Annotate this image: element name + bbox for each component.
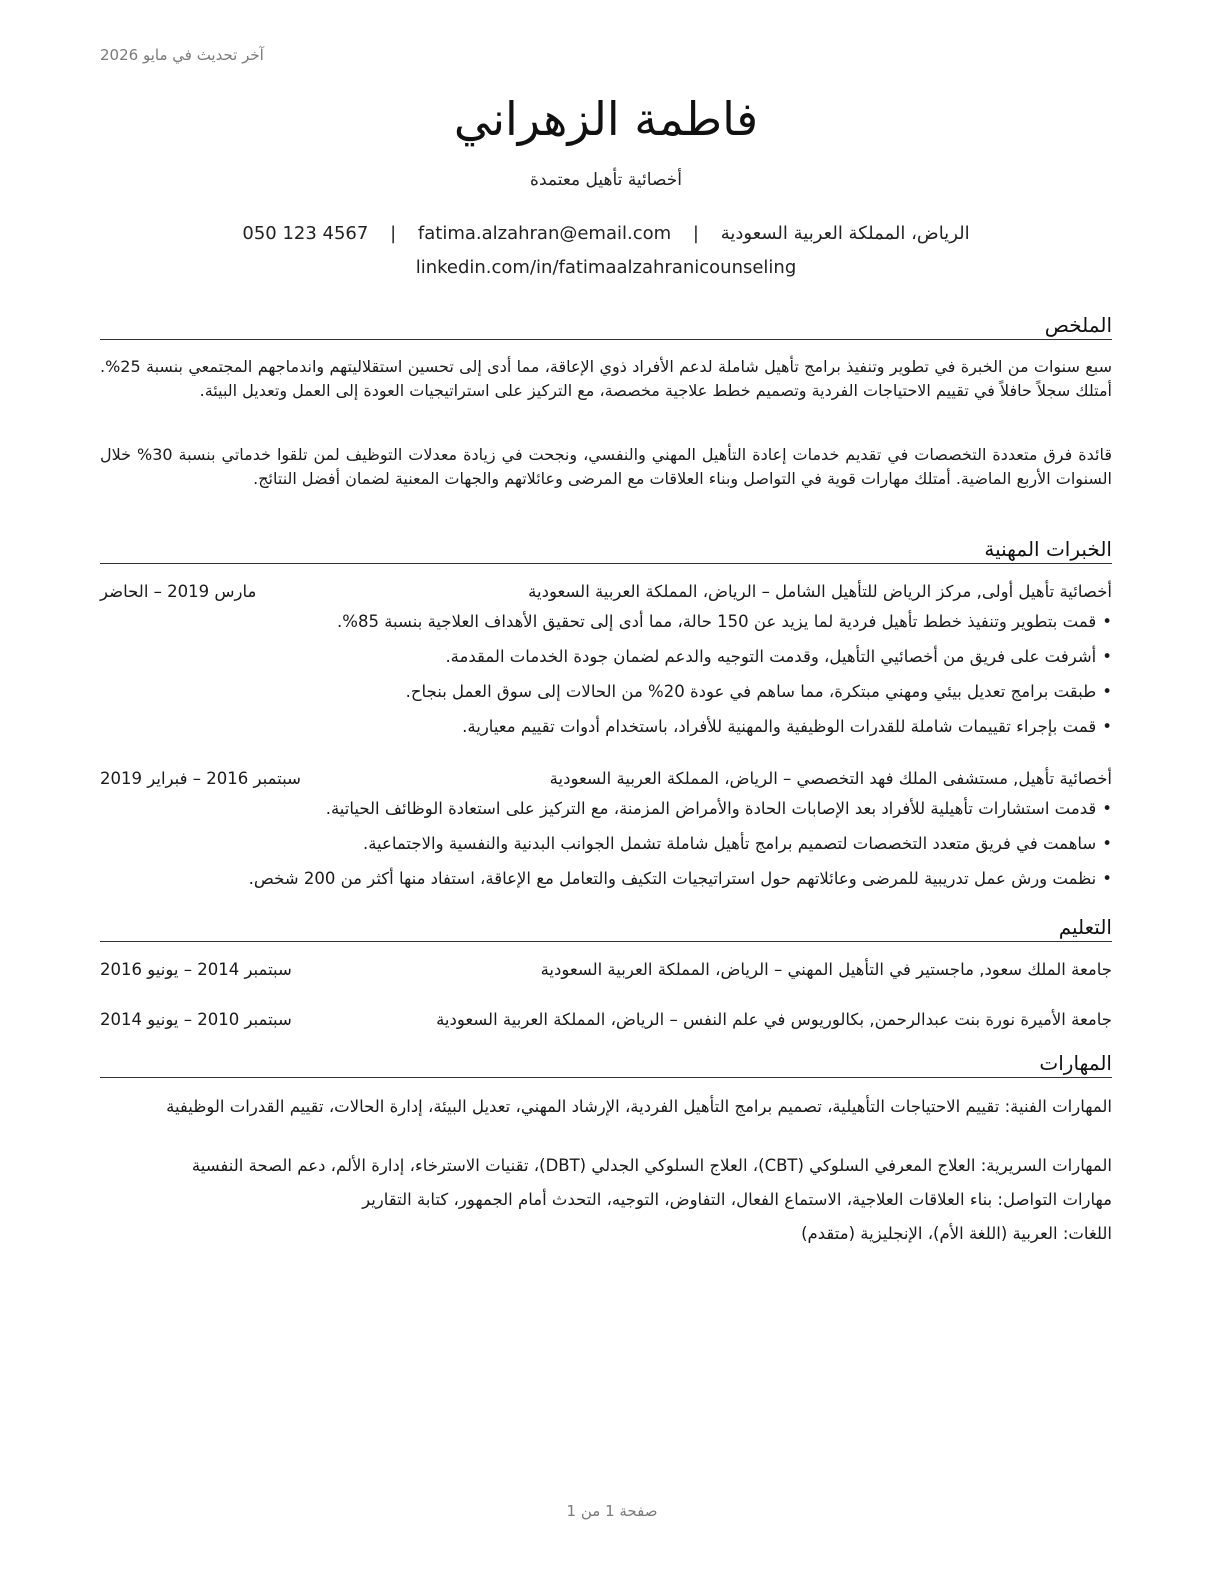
skills-clinical: المهارات السريرية: العلاج المعرفي السلوكي (CBT)، العلاج السلوكي الجدلي (DBT)، تقنيات الاسترخاء، إدارة الألم، دعم الصحة النفسية xyxy=(191,1156,1112,1175)
bullet-icon: • xyxy=(1102,834,1112,853)
summary-paragraph: قائدة فرق متعددة التخصصات في تقديم خدمات إعادة التأهيل المهني والنفسي، ونجحت في زيادة معدلات التوظيف لمن تلقوا خدماتي بنسبة 30% خلال السنوات الأربع الماضية. أمتلك مهارات قوية في التواصل وبناء العلاقات مع المرضى وعائلاتهم والجهات المعنية لضمان أفضل النتائج. xyxy=(100,445,1112,488)
contact-separator: | xyxy=(390,223,397,244)
skills-languages: اللغات: العربية (اللغة الأم)، الإنجليزية (متقدم) xyxy=(801,1224,1112,1243)
page-number: صفحة 1 من 1 xyxy=(566,1502,658,1520)
skills-technical: المهارات الفنية: تقييم الاحتياجات التأهيلية، تصميم برامج التأهيل الفردية، الإرشاد المهني، تعديل البيئة، إدارة الحالات، تقييم القدرات الوظيفية xyxy=(166,1097,1112,1116)
job-bullets xyxy=(100,610,1112,750)
education-degree: جامعة الملك سعود, ماجستير في التأهيل المهني – الرياض، المملكة العربية السعودية xyxy=(540,960,1112,979)
bullet-icon: • xyxy=(1102,717,1112,736)
contact-line xyxy=(100,223,1112,244)
experience-heading: الخبرات المهنية xyxy=(100,536,1112,564)
job-dates: سبتمبر 2016 – فبراير 2019 xyxy=(100,769,301,788)
skills-heading: المهارات xyxy=(100,1050,1112,1078)
last-updated-note: آخر تحديث في مايو 2026 xyxy=(100,46,264,64)
bullet-icon: • xyxy=(1102,612,1112,631)
job-role: أخصائية تأهيل أولى, مركز الرياض للتأهيل الشامل – الرياض، المملكة العربية السعودية xyxy=(528,582,1112,601)
contact-separator: | xyxy=(692,223,699,244)
bullet-icon: • xyxy=(1102,799,1112,818)
education-dates: سبتمبر 2014 – يونيو 2016 xyxy=(100,960,292,979)
job-bullets xyxy=(100,797,1112,902)
bullet-icon: • xyxy=(1102,647,1112,666)
location-text: الرياض، المملكة العربية السعودية xyxy=(720,223,970,244)
education-heading: التعليم xyxy=(100,914,1112,942)
candidate-name: فاطمة الزهراني xyxy=(453,92,759,146)
job-role: أخصائية تأهيل, مستشفى الملك فهد التخصصي – الرياض، المملكة العربية السعودية xyxy=(549,769,1112,788)
list-item: •طبقت برامج تعديل بيئي ومهني مبتكرة، مما ساهم في عودة 20% من الحالات إلى سوق العمل بنجاح. xyxy=(100,680,1112,715)
education-degree: جامعة الأميرة نورة بنت عبدالرحمن, بكالوريوس في علم النفس – الرياض، المملكة العربية السعودية xyxy=(436,1010,1112,1029)
summary-paragraph: سبع سنوات من الخبرة في تطوير وتنفيذ برامج تأهيل شاملة لدعم الأفراد ذوي الإعاقة، مما أدى إلى تحسين استقلاليتهم واندماجهم المجتمعي بنسبة 25%. أمتلك سجلاً حافلاً في تقييم الاحتياجات الفردية وتصميم خطط علاجية مخصصة، مع التركيز على استراتيجيات العودة إلى العمل وتعديل البيئة. xyxy=(100,357,1112,400)
email-link[interactable]: fatima.alzahran@email.com xyxy=(417,223,672,244)
candidate-title: أخصائية تأهيل معتمدة xyxy=(530,170,682,190)
education-dates: سبتمبر 2010 – يونيو 2014 xyxy=(100,1010,292,1029)
list-item: •قمت بتطوير وتنفيذ خطط تأهيل فردية لما يزيد عن 150 حالة، مما أدى إلى تحقيق الأهداف العلاجية بنسبة 85%. xyxy=(100,610,1112,645)
resume-page xyxy=(100,0,1112,1584)
phone-number: 050 123 4567 xyxy=(242,223,369,244)
list-item: •ساهمت في فريق متعدد التخصصات لتصميم برامج تأهيل شاملة تشمل الجوانب البدنية والنفسية والاجتماعية. xyxy=(100,832,1112,867)
list-item: •نظمت ورش عمل تدريبية للمرضى وعائلاتهم حول استراتيجيات التكيف والتعامل مع الإعاقة، استفاد منها أكثر من 200 شخص. xyxy=(100,867,1112,902)
skills-communication: مهارات التواصل: بناء العلاقات العلاجية، الاستماع الفعال، التفاوض، التوجيه، التحدث أمام الجمهور، كتابة التقارير xyxy=(362,1190,1112,1209)
bullet-icon: • xyxy=(1102,869,1112,888)
list-item: •أشرفت على فريق من أخصائيي التأهيل، وقدمت التوجيه والدعم لضمان جودة الخدمات المقدمة. xyxy=(100,645,1112,680)
job-dates: مارس 2019 – الحاضر xyxy=(100,582,257,601)
bullet-icon: • xyxy=(1102,682,1112,701)
linkedin-link[interactable]: linkedin.com/in/fatimaalzahranicounseling xyxy=(415,257,797,278)
list-item: •قمت بإجراء تقييمات شاملة للقدرات الوظيفية والمهنية للأفراد، باستخدام أدوات تقييم معيارية. xyxy=(100,715,1112,750)
list-item: •قدمت استشارات تأهيلية للأفراد بعد الإصابات الحادة والأمراض المزمنة، مع التركيز على استعادة الوظائف الحياتية. xyxy=(100,797,1112,832)
summary-heading: الملخص xyxy=(100,312,1112,340)
